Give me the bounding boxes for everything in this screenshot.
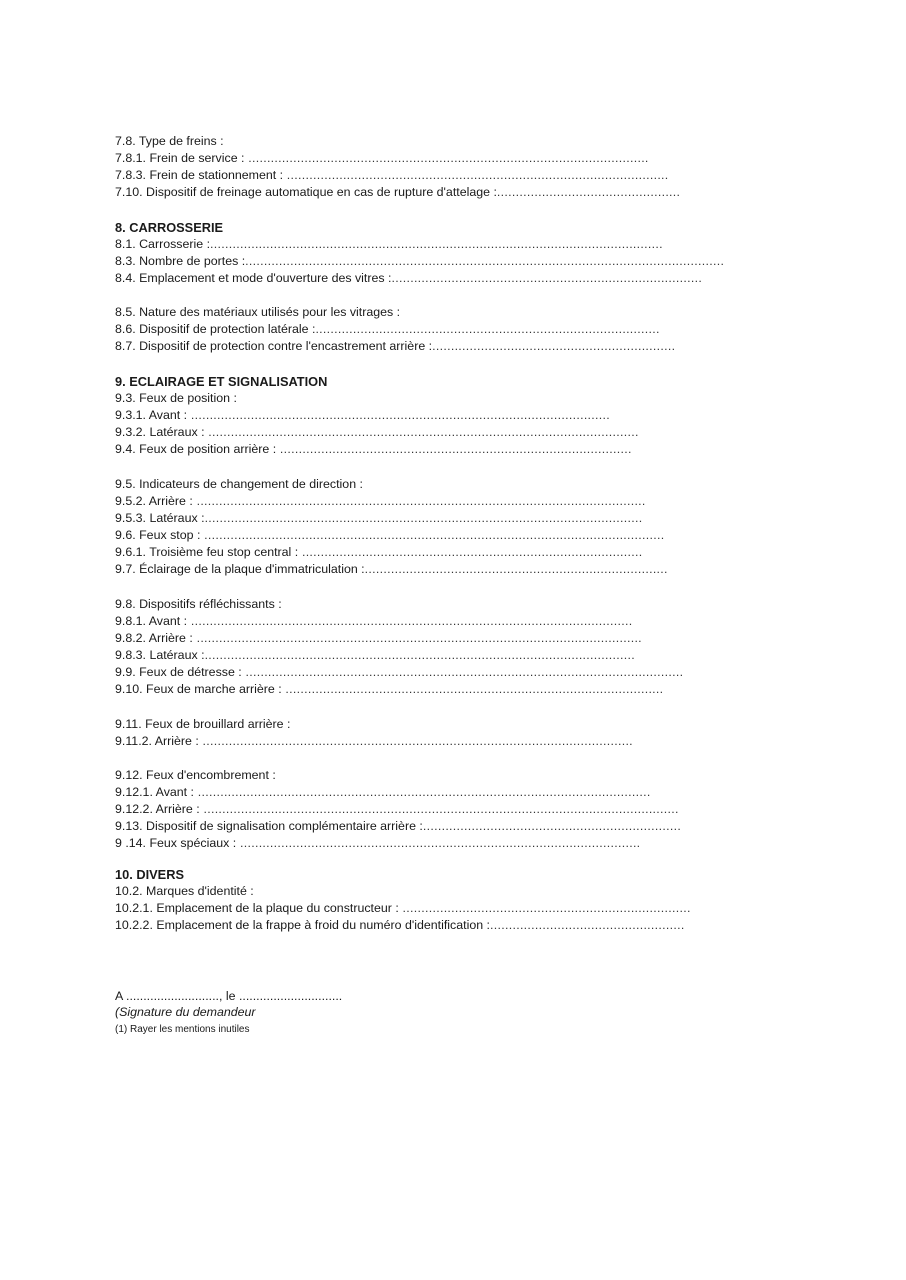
section-heading-carrosserie: 8. CARROSSERIE — [115, 220, 224, 235]
field-9-10: 9.10. Feux de marche arrière : ..................................................................................................... — [115, 682, 664, 696]
field-9-8-2: 9.8.2. Arrière : ....................................................................................................................... — [115, 631, 642, 645]
field-9-4: 9.4. Feux de position arrière : .............................................................................................. — [115, 442, 632, 456]
field-10-2-2: 10.2.2. Emplacement de la frappe à froid du numéro d'identification :.................................................... — [115, 918, 685, 932]
field-7-8-3: 7.8.3. Frein de stationnement : ...................................................................................................... — [115, 168, 669, 182]
field-9-12: 9.12. Feux d'encombrement : — [115, 768, 276, 782]
field-9-3-2: 9.3.2. Latéraux : ................................................................................................................... — [115, 425, 639, 439]
field-9-11: 9.11. Feux de brouillard arrière : — [115, 717, 291, 731]
field-9-14: 9 .14. Feux spéciaux : ........................................................................................................... — [115, 836, 641, 850]
field-8-4: 8.4. Emplacement et mode d'ouverture des vitres :................................................................................... — [115, 271, 703, 285]
field-9-6: 9.6. Feux stop : ........................................................................................................................... — [115, 528, 665, 542]
field-7-8-1: 7.8.1. Frein de service : ........................................................................................................... — [115, 151, 649, 165]
section-heading-divers: 10. DIVERS — [115, 867, 184, 882]
signature-caption: (Signature du demandeur — [115, 1005, 256, 1019]
field-9-8-1: 9.8.1. Avant : ...................................................................................................................... — [115, 614, 633, 628]
field-9-5: 9.5. Indicateurs de changement de direction : — [115, 477, 363, 491]
field-9-11-2: 9.11.2. Arrière : ................................................................................................................... — [115, 734, 633, 748]
field-7-10: 7.10. Dispositif de freinage automatique en cas de rupture d'attelage :................................................. — [115, 185, 681, 199]
field-7-8: 7.8. Type de freins : — [115, 134, 224, 148]
field-9-3-1: 9.3.1. Avant : ................................................................................................................ — [115, 408, 611, 422]
field-9-13: 9.13. Dispositif de signalisation complémentaire arrière :..................................................................... — [115, 819, 682, 833]
field-9-12-1: 9.12.1. Avant : ......................................................................................................................... — [115, 785, 651, 799]
field-9-3: 9.3. Feux de position : — [115, 391, 237, 405]
field-8-3: 8.3. Nombre de portes :................................................................................................................................ — [115, 254, 725, 268]
place-date-line: A ..........................., le .............................. — [115, 989, 343, 1003]
field-10-2: 10.2. Marques d'identité : — [115, 884, 254, 898]
field-8-1: 8.1. Carrosserie :......................................................................................................................... — [115, 237, 663, 251]
field-9-8-3: 9.8.3. Latéraux :................................................................................................................... — [115, 648, 635, 662]
field-9-12-2: 9.12.2. Arrière : ............................................................................................................................... — [115, 802, 679, 816]
field-9-5-3: 9.5.3. Latéraux :..................................................................................................................... — [115, 511, 643, 525]
section-heading-eclairage: 9. ECLAIRAGE ET SIGNALISATION — [115, 374, 328, 389]
field-9-9: 9.9. Feux de détresse : ..................................................................................................................... — [115, 665, 684, 679]
field-8-7: 8.7. Dispositif de protection contre l'encastrement arrière :................................................................. — [115, 339, 676, 353]
field-9-6-1: 9.6.1. Troisième feu stop central : ........................................................................................... — [115, 545, 643, 559]
footnote: (1) Rayer les mentions inutiles — [115, 1024, 250, 1035]
field-9-7: 9.7. Éclairage de la plaque d'immatriculation :................................................................................. — [115, 562, 668, 576]
field-8-5: 8.5. Nature des matériaux utilisés pour les vitrages : — [115, 305, 401, 319]
field-9-5-2: 9.5.2. Arrière : ........................................................................................................................ — [115, 494, 646, 508]
field-8-6: 8.6. Dispositif de protection latérale :............................................................................................ — [115, 322, 660, 336]
field-10-2-1: 10.2.1. Emplacement de la plaque du constructeur : ............................................................................. — [115, 901, 691, 915]
field-9-8: 9.8. Dispositifs réfléchissants : — [115, 597, 282, 611]
